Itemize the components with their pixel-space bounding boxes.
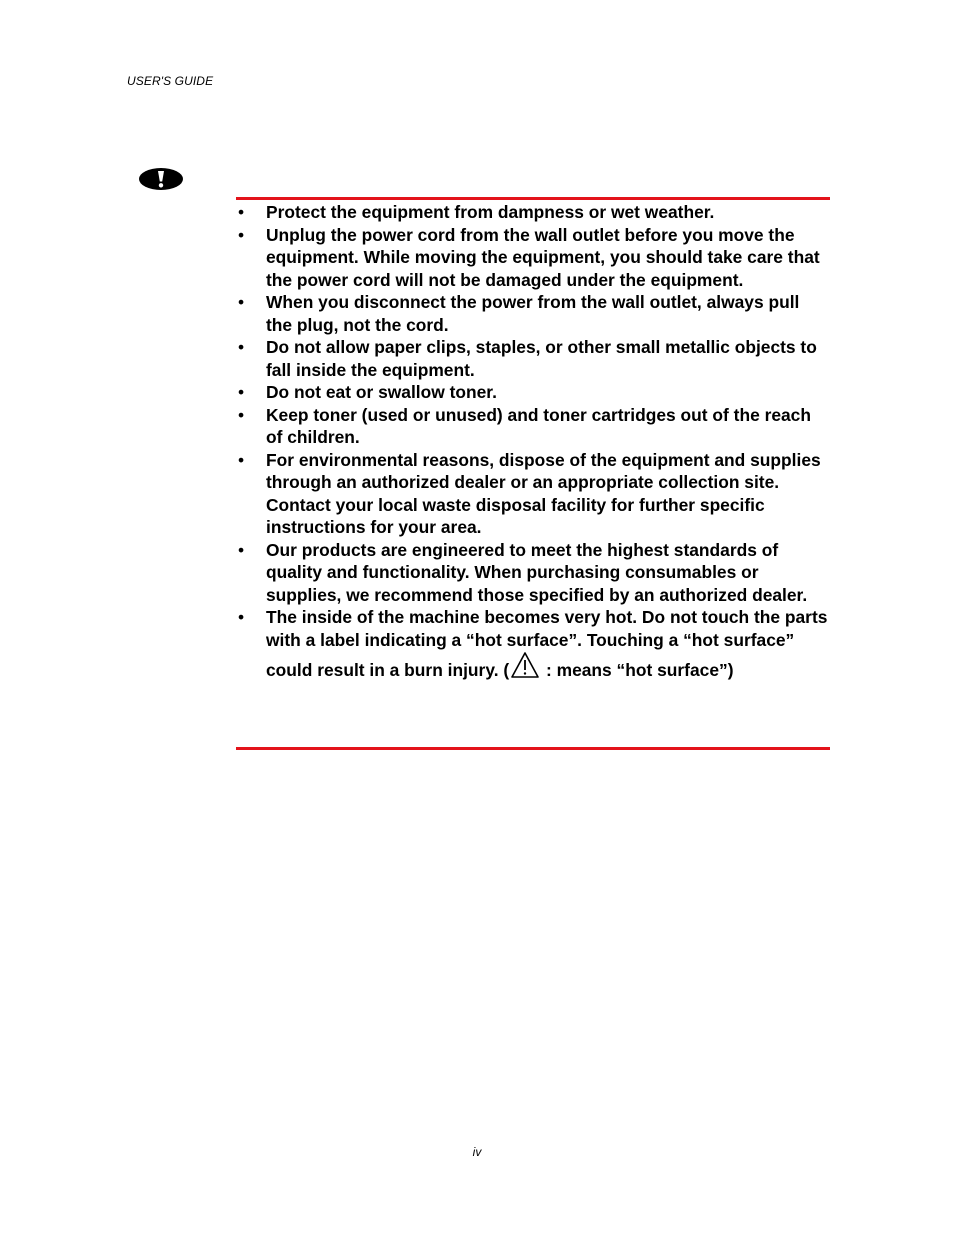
list-item (236, 404, 830, 449)
caution-bottom-rule (236, 747, 830, 750)
list-item-text: Do not allow paper clips, staples, or other small metallic objects to fall inside the equipment. (266, 337, 817, 380)
page-number: iv (472, 1145, 482, 1159)
list-item-text: Our products are engineered to meet the highest standards of quality and functionality. When purchasing consumables or supplies, we recommend those specified by an authorized dealer. (266, 539, 808, 605)
list-item (236, 201, 830, 224)
list-item (236, 539, 830, 607)
bullet: • (238, 202, 245, 222)
list-item (236, 336, 830, 381)
list-item-text: Protect the equipment from dampness or wet weather. (266, 202, 715, 222)
bullet: • (238, 539, 245, 560)
list-item (236, 449, 830, 539)
bullet: • (238, 382, 245, 402)
bullet: • (238, 337, 245, 357)
bullet: • (238, 224, 245, 245)
list-item-text: Unplug the power cord from the wall outlet before you move the equipment. While moving the equipment, you should take care that the power cord will not be damaged under the equipment. (266, 224, 820, 290)
bullet: • (238, 449, 245, 470)
caution-exclamation-icon (138, 167, 184, 191)
list-item (236, 291, 830, 336)
running-header: USER'S GUIDE (127, 74, 214, 88)
list-item-text: Keep toner (used or unused) and toner cartridges out of the reach of children. (266, 404, 811, 447)
list-item-text: When you disconnect the power from the wall outlet, always pull the plug, not the cord. (266, 292, 800, 335)
list-item (236, 224, 830, 292)
bullet: • (238, 404, 245, 425)
list-item (236, 381, 830, 404)
hot-surface-warning-icon (510, 651, 540, 679)
list-item-text: The inside of the machine becomes very hot. Do not touch the parts with a label indicating a “hot surface”. Touching a “hot surface” could result in a burn injury. ( (266, 607, 828, 680)
bullet: • (238, 292, 245, 312)
caution-list (236, 201, 830, 682)
list-item-text-continued: : means “hot surface”) (541, 660, 734, 680)
list-item (236, 606, 830, 682)
list-item-text: Do not eat or swallow toner. (266, 382, 497, 402)
bullet: • (238, 607, 245, 627)
list-item-text: For environmental reasons, dispose of the equipment and supplies through an authorized dealer or an appropriate collection site. Contact your local waste disposal facility for further specific instructions for your area. (266, 449, 821, 537)
caution-top-rule (236, 197, 830, 200)
